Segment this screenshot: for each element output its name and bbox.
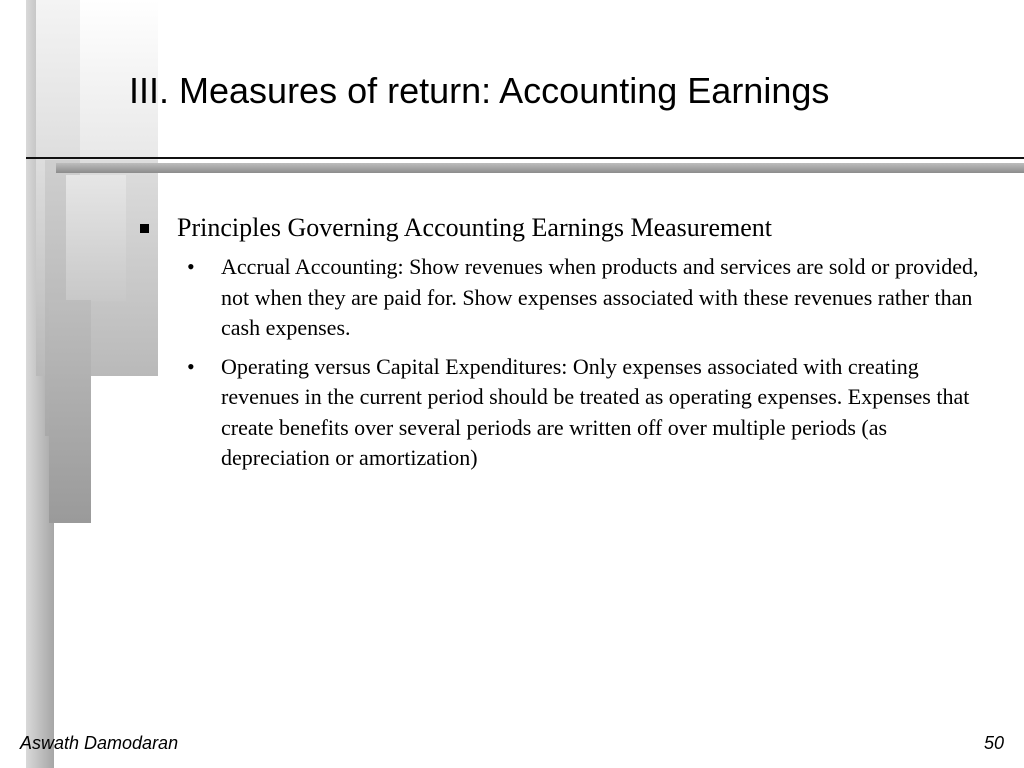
- footer-page-number: 50: [983, 733, 1004, 753]
- decorative-bar-lower: [49, 300, 91, 523]
- square-bullet-icon: [140, 224, 149, 233]
- main-bullet-text: Principles Governing Accounting Earnings Measurement: [177, 213, 772, 242]
- dot-bullet-icon: •: [187, 254, 195, 279]
- main-bullet-item: [140, 212, 1000, 244]
- decorative-block-inner: [66, 175, 126, 301]
- sub-bullet-item: [140, 352, 1000, 474]
- sub-bullet-item: [140, 252, 1000, 344]
- sub-bullet-list: [140, 252, 1000, 474]
- slide-title: III. Measures of return: Accounting Earnings: [129, 70, 830, 111]
- title-divider-bar: [56, 163, 1024, 173]
- dot-bullet-icon: •: [187, 353, 195, 379]
- footer-author: Aswath Damodaran: [20, 733, 179, 753]
- sub-bullet-text: Operating versus Capital Expenditures: Only expenses associated with creating revenues in the current period should be treated as operating expenses. Expenses that create benefits over several periods are written off over multiple periods (as depreciation or amortization): [221, 353, 970, 470]
- bullet-list: [140, 212, 1000, 482]
- title-divider-line: [26, 157, 1024, 159]
- sub-bullet-text: Accrual Accounting: Show revenues when products and services are sold or provided, not when they are paid for. Show expenses associated with these revenues rather than cash expenses.: [221, 254, 979, 340]
